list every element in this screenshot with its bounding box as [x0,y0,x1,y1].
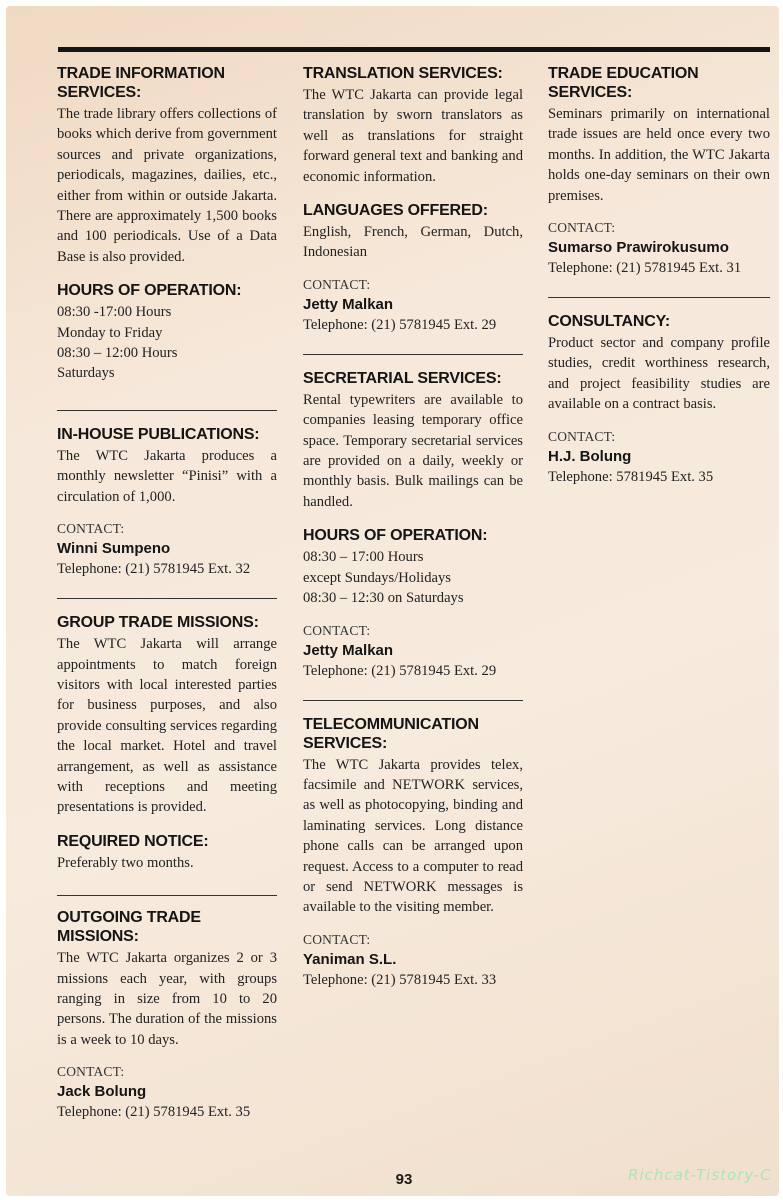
contact-label: CONTACT: [57,521,125,537]
section-body: The WTC Jakarta provides telex, facsimile and NETWORK services, as well as photocopying, binding and laminating services. Long distance phone calls can be arranged upon request. Access to a computer to read or send NETWORK messages is available to the visiting member. [303,756,523,916]
contact-name: H.J. Bolung [548,447,632,465]
top-rule [58,47,770,52]
column-1 [57,64,277,1123]
section-body: Rental typewriters are available to companies leasing temporary office space. Temporary secretarial services are provided on a daily, weekly or monthly basis. Bulk mailings can be handled. [303,391,523,510]
section-heading: TRADE INFORMATION SERVICES: [57,65,225,101]
section-heading: GROUP TRADE MISSIONS: [57,614,259,632]
contact-label: CONTACT: [303,622,371,638]
section-heading: HOURS OF OPERATION: [303,527,488,545]
outgoing-trade-missions-section [57,908,277,1123]
contact-name: Jetty Malkan [303,641,394,659]
in-house-publications-section [57,425,277,580]
contact-name: Jack Bolung [57,1083,147,1101]
section-body: The trade library offers collections of books which derive from government sources and private organizations, periodicals, magazines, dailies, etc., either from within or outside Jakarta. There are approximately 1,500 books and 100 periodicals. Use of a Data Base is also provided. [57,106,277,265]
group-trade-missions-section [57,613,277,818]
contact-telephone: Telephone: (21) 5781945 Ext. 33 [303,971,497,988]
column-2 [303,64,523,991]
contact-name: Yaniman S.L. [303,950,397,968]
section-body: Product sector and company profile studies, credit worthiness research, and project feasibility studies are available on a contract basis. [548,335,770,413]
section-body: English, French, German, Dutch, Indonesian [303,224,523,261]
contact-name: Sumarso Prawirokusumo [548,239,729,257]
section-body: The WTC Jakarta organizes 2 or 3 missions each year, with groups ranging in size from 10 to 20 persons. The duration of the missions is a week to 10 days. [57,950,277,1048]
document-page [6,6,779,1196]
hours-of-operation-section [303,526,523,681]
page-number: 93 [395,1171,413,1188]
contact-label: CONTACT: [57,1064,125,1080]
contact-telephone: Telephone: (21) 5781945 Ext. 35 [57,1104,251,1121]
consultancy-section [548,312,770,488]
contact-label: CONTACT: [303,931,371,947]
section-body: The WTC Jakarta produces a monthly newsletter “Pinisi” with a circulation of 1,000. [57,447,277,505]
hours-line: 08:30 – 12:30 on Saturdays [303,590,464,607]
telecommunication-services-section [303,715,523,991]
contact-telephone: Telephone: (21) 5781945 Ext. 29 [303,316,497,333]
trade-information-section [57,64,277,267]
hours-line: 08:30 – 17:00 Hours [303,549,424,566]
contact-label: CONTACT: [303,276,371,292]
contact-telephone: Telephone: (21) 5781945 Ext. 29 [303,662,497,679]
hours-of-operation-section [57,281,277,384]
contact-telephone: Telephone: (21) 5781945 Ext. 31 [548,260,742,277]
section-body: Preferably two months. [57,854,194,871]
section-heading: LANGUAGES OFFERED: [303,202,488,220]
section-heading: TELECOMMUNICATION SERVICES: [303,715,479,752]
required-notice-section [57,832,277,873]
hours-line: Saturdays [57,365,115,382]
section-body: Seminars primarily on international trade issues are held once every two months. In addition, the WTC Jakarta holds one-day seminars on their own premises. [548,106,770,204]
contact-label: CONTACT: [548,428,616,444]
section-heading: SECRETARIAL SERVICES: [303,369,502,387]
trade-education-services-section [548,64,770,279]
hours-line: 08:30 – 12:00 Hours [57,345,178,362]
section-heading: TRANSLATION SERVICES: [303,65,503,82]
column-3 [548,64,770,488]
watermark: Richcat-Tistory-C [628,1166,772,1184]
contact-label: CONTACT: [548,220,616,236]
section-heading: OUTGOING TRADE MISSIONS: [57,909,201,946]
languages-offered-section [303,201,523,336]
section-heading: IN-HOUSE PUBLICATIONS: [57,425,260,443]
section-heading: REQUIRED NOTICE: [57,832,209,850]
translation-services-section [303,64,523,187]
hours-line: Monday to Friday [57,324,163,341]
contact-name: Jetty Malkan [303,295,394,313]
contact-telephone: Telephone: 5781945 Ext. 35 [548,468,714,485]
hours-line: 08:30 -17:00 Hours [57,304,172,321]
section-heading: CONSULTANCY: [548,313,671,331]
section-body: The WTC Jakarta will arrange appointments to match foreign visitors with local interested parties for business purposes, and also provide consulting services regarding the local market. Hotel and travel arrangement, as well as assistance with receptions and meeting presentations is provided. [57,636,277,816]
hours-line: except Sundays/Holidays [303,569,451,586]
section-heading: HOURS OF OPERATION: [57,282,242,300]
section-heading: TRADE EDUCATION SERVICES: [548,65,699,101]
section-body: The WTC Jakarta can provide legal translation by sworn translators as well as translations for straight forward general text and banking and economic information. [303,87,523,185]
contact-telephone: Telephone: (21) 5781945 Ext. 32 [57,561,251,578]
contact-name: Winni Sumpeno [57,540,171,558]
secretarial-services-section [303,369,523,512]
